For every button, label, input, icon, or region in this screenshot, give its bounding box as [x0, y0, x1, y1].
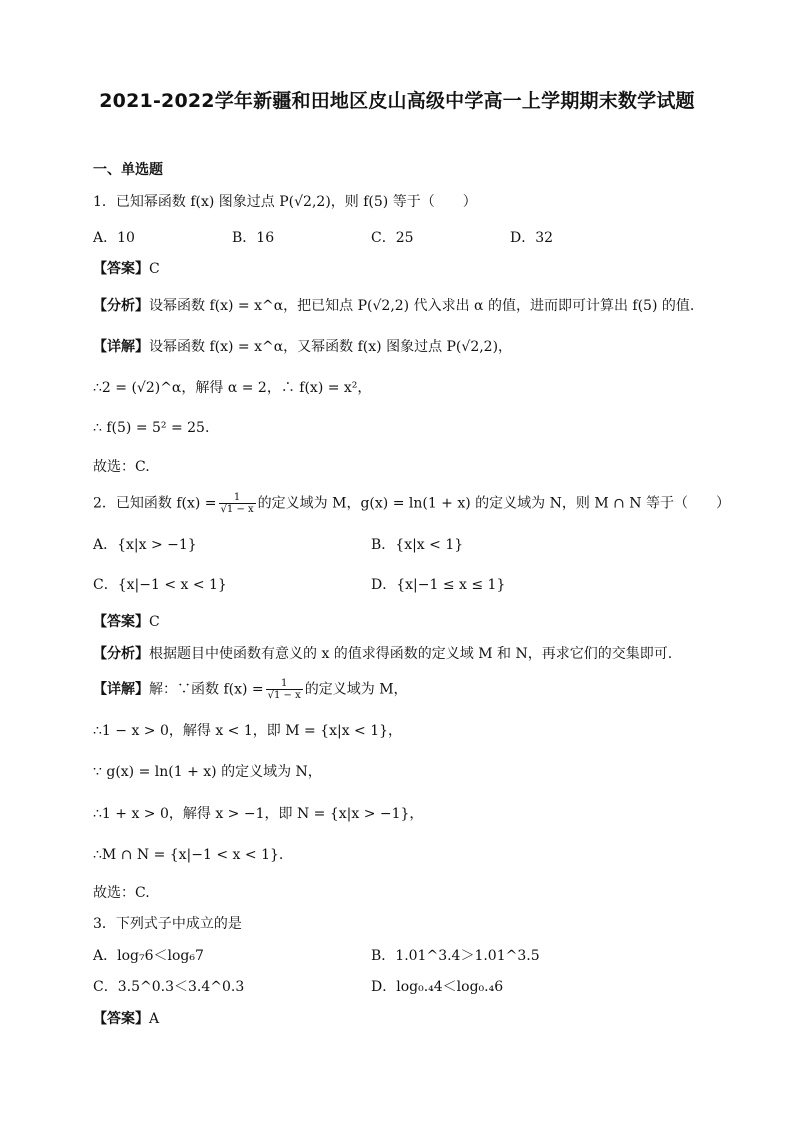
q2-analysis-line: [93, 644, 672, 664]
detail-tag: 【详解】: [93, 681, 149, 698]
q2-detail-line: [93, 678, 408, 701]
q1-option-a: A．10: [93, 230, 135, 246]
q2-option-d: D．{x|−1 ≤ x ≤ 1}: [371, 577, 506, 593]
q3-answer-line: [93, 1009, 159, 1029]
q2-stem-b: 的定义域为 M，g(x) = ln(1 + x) 的定义域为 N，则 M ∩ N 等于（ ）: [257, 495, 730, 512]
q1-option-d: D．32: [510, 230, 554, 246]
fraction-numerator: 1: [219, 492, 256, 504]
q1-step2: ∴ f(5) = 5² = 25.: [93, 420, 210, 436]
section-heading: 一、单选题: [93, 162, 163, 178]
q2-option-a: A．{x|x > −1}: [93, 537, 197, 553]
page-title: 2021-2022学年新疆和田地区皮山高级中学高一上学期期末数学试题: [99, 90, 695, 112]
q1-detail-line: [93, 337, 512, 357]
q2-step4: ∴M ∩ N = {x|−1 < x < 1}.: [93, 847, 284, 863]
q1-detail: 设幂函数 f(x) = x^α，又幂函数 f(x) 图象过点 P(√2,2)，: [149, 339, 513, 355]
q3-stem: 3．下列式子中成立的是: [93, 916, 242, 932]
q2-analysis: 根据题目中使函数有意义的 x 的值求得函数的定义域 M 和 N，再求它们的交集即可.: [149, 646, 673, 662]
q3-answer: A: [149, 1011, 160, 1027]
q2-stem: [93, 492, 730, 515]
q2-answer-line: [93, 612, 160, 632]
q1-analysis: 设幂函数 f(x) = x^α，把已知点 P(√2,2) 代入求出 α 的值，进而即可计算出 f(5) 的值.: [149, 298, 695, 314]
q2-option-b: B．{x|x < 1}: [371, 537, 464, 553]
q3-option-a: A．log₇6＜log₆7: [93, 948, 204, 964]
q2-step1: ∴1 − x > 0，解得 x < 1，即 M = {x|x < 1}，: [93, 723, 403, 739]
q3-option-c: C．3.5^0.3＜3.4^0.3: [93, 979, 245, 995]
q3-option-d: D．log₀.₄4＜log₀.₄6: [371, 979, 504, 995]
q1-answer-line: [93, 259, 160, 279]
q2-conclusion: 故选：C.: [93, 885, 150, 901]
q2-answer: C: [149, 614, 160, 630]
answer-tag: 【答案】: [93, 614, 149, 630]
fraction-denominator: √1 − x: [267, 690, 301, 701]
q2-stem-a: 2．已知函数 f(x) =: [93, 495, 217, 512]
q1-answer: C: [149, 261, 160, 277]
answer-tag: 【答案】: [93, 261, 149, 277]
q1-analysis-line: [93, 296, 694, 316]
fraction-denominator: √1 − x: [220, 504, 254, 515]
q2-detail-b: 的定义域为 M，: [304, 681, 408, 698]
q2-detail-a: 解：∵函数 f(x) =: [149, 681, 264, 698]
fraction-numerator: 1: [266, 678, 303, 690]
q1-step1: ∴2 = (√2)^α，解得 α = 2，∴ f(x) = x²，: [93, 380, 372, 396]
q1-conclusion: 故选：C.: [93, 459, 150, 475]
q1-stem: 1．已知幂函数 f(x) 图象过点 P(√2,2)，则 f(5) 等于（ ）: [93, 194, 477, 210]
detail-tag: 【详解】: [93, 339, 149, 355]
q2-step3: ∴1 + x > 0，解得 x > −1，即 N = {x|x > −1}，: [93, 806, 424, 822]
q1-option-b: B．16: [232, 230, 275, 246]
q3-option-b: B．1.01^3.4＞1.01^3.5: [371, 948, 540, 964]
analysis-tag: 【分析】: [93, 298, 149, 314]
q1-option-c: C．25: [371, 230, 414, 246]
analysis-tag: 【分析】: [93, 646, 149, 662]
q2-step2: ∵ g(x) = ln(1 + x) 的定义域为 N，: [93, 764, 322, 780]
q2-fraction: [219, 492, 256, 515]
q2-option-c: C．{x|−1 < x < 1}: [93, 577, 227, 593]
q2-detail-fraction: [266, 678, 303, 701]
answer-tag: 【答案】: [93, 1011, 149, 1027]
